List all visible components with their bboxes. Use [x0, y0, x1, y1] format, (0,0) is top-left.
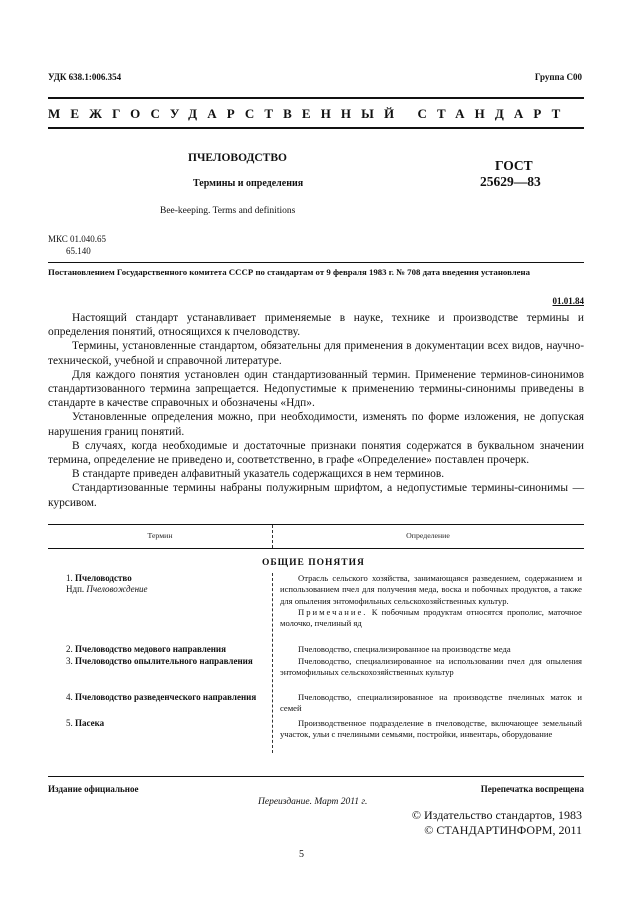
term-row-2	[48, 644, 266, 655]
group-code: Группа С00	[534, 72, 582, 82]
reissue-note: Переиздание. Март 2011 г.	[258, 797, 368, 807]
top-rule	[48, 97, 584, 99]
page-number: 5	[299, 849, 304, 860]
copyright-publisher: © Издательство стандартов, 1983	[411, 808, 582, 822]
column-header-term: Термин	[147, 531, 173, 540]
term-row-5	[48, 718, 266, 729]
standard-banner: МЕЖГОСУДАРСТВЕННЫЙ СТАНДАРТ	[48, 106, 571, 121]
definition-text: Пчеловодство, специализированное на использовании пчел для опыления энтомофильных сельскохозяйственных культур	[280, 656, 582, 678]
note-label: Примечание.	[298, 606, 368, 617]
term-name: Пасека	[75, 718, 105, 728]
definition-row-5	[280, 718, 582, 741]
copyright-standartinform: © СТАНДАРТИНФОРМ, 2011	[424, 823, 582, 837]
definition-row-3	[280, 656, 582, 679]
decree-rule	[48, 262, 584, 263]
english-title: Bee-keeping. Terms and definitions	[160, 206, 296, 216]
term-number: 5.	[66, 718, 73, 728]
intro-paragraph: Термины, установленные стандартом, обязательны для применения в документации всех видов, научно-технической, учебной и справочной литературе.	[48, 340, 584, 367]
definition-text: Отрасль сельского хозяйства, занимающаяся разведением, содержанием и использованием пчел для получения меда, воска и побочных продуктов, а также для опыления энтомофильных сельскохозяйственных культур.	[280, 573, 582, 606]
definition-text: Пчеловодство, специализированное на производстве меда	[298, 644, 511, 654]
note-text: К побочным продуктам относятся прополис, маточное молочко, пчелиный яд	[280, 606, 582, 629]
mks-code-1: МКС 01.040.65	[48, 234, 107, 244]
intro-paragraph: Установленные определения можно, при необходимости, изменять по форме изложения, не допуская нарушения границ понятий.	[48, 411, 584, 438]
column-divider	[272, 573, 273, 753]
term-row-3	[48, 656, 266, 667]
document-subtitle: Термины и определения	[193, 178, 304, 189]
term-number: 4.	[66, 692, 73, 702]
term-row-4	[48, 692, 266, 703]
ndp-prefix: Ндп.	[66, 584, 85, 595]
intro-paragraph: В случаях, когда необходимые и достаточные признаки понятия содержатся в буквальном значении термина, определение не приведено и, соответственно, в графе «Определение» поставлен прочерк.	[48, 439, 584, 467]
reprint-notice: Перепечатка воспрещена	[480, 784, 584, 794]
mks-code-2: 65.140	[66, 246, 91, 256]
definition-row-2	[280, 644, 582, 655]
term-name: Пчеловодство медового направления	[75, 644, 226, 654]
footer-rule	[48, 776, 584, 777]
intro-paragraph: Стандартизованные термины набраны полужирным шрифтом, а недопустимые термины-синонимы — курсивом.	[48, 482, 584, 509]
term-number: 3.	[66, 656, 73, 666]
term-number: 2.	[66, 644, 73, 654]
term-name: Пчеловодство	[75, 573, 132, 583]
gost-number: 25629—83	[480, 174, 541, 189]
definition-row-4	[280, 692, 582, 715]
gost-label: ГОСТ	[495, 158, 533, 173]
intro-paragraph: Настоящий стандарт устанавливает применяемые в науке, технике и производстве термины и определения понятий, относящихся к пчеловодству.	[48, 312, 584, 339]
intro-paragraph: Для каждого понятия установлен один стандартизованный термин. Применение терминов-синонимов стандартизованного термина запрещается. Недопустимые к применению термины-синонимы приведены в стандарте в качестве справочных и обозначены «Ндп».	[48, 368, 584, 410]
effective-date: 01.01.84	[552, 296, 584, 306]
term-name: Пчеловодство опылительного направления	[75, 656, 253, 666]
ndp-term: Пчеловождение	[86, 584, 148, 595]
definition-text: Пчеловодство, специализированное на производстве пчелиных маток и семей	[280, 692, 582, 714]
decree-text: Постановлением Государственного комитета СССР по стандартам от 9 февраля 1983 г. № 708 дата введения установлена	[48, 267, 531, 277]
term-name: Пчеловодство разведенческого направления	[75, 692, 257, 702]
section-title: ОБЩИЕ ПОНЯТИЯ	[262, 558, 365, 568]
table-header-rule	[48, 548, 584, 549]
banner-rule	[48, 127, 584, 129]
column-divider	[272, 525, 273, 548]
table-top-rule	[48, 524, 584, 525]
document-title: ПЧЕЛОВОДСТВО	[188, 152, 287, 164]
term-number: 1.	[66, 573, 73, 583]
intro-paragraph: В стандарте приведен алфавитный указатель содержащихся в нем терминов.	[72, 468, 445, 481]
column-header-definition: Определение	[406, 531, 450, 540]
definition-text: Производственное подразделение в пчеловодстве, включающее земельный участок, ульи с пчелиными семьями, постройки, инвентарь, оборудование	[280, 718, 582, 740]
definition-row-1	[280, 573, 582, 629]
official-edition: Издание официальное	[48, 784, 139, 794]
udk-code: УДК 638.1:006.354	[48, 72, 122, 82]
intro-text	[48, 311, 584, 510]
term-row-1	[48, 573, 266, 596]
